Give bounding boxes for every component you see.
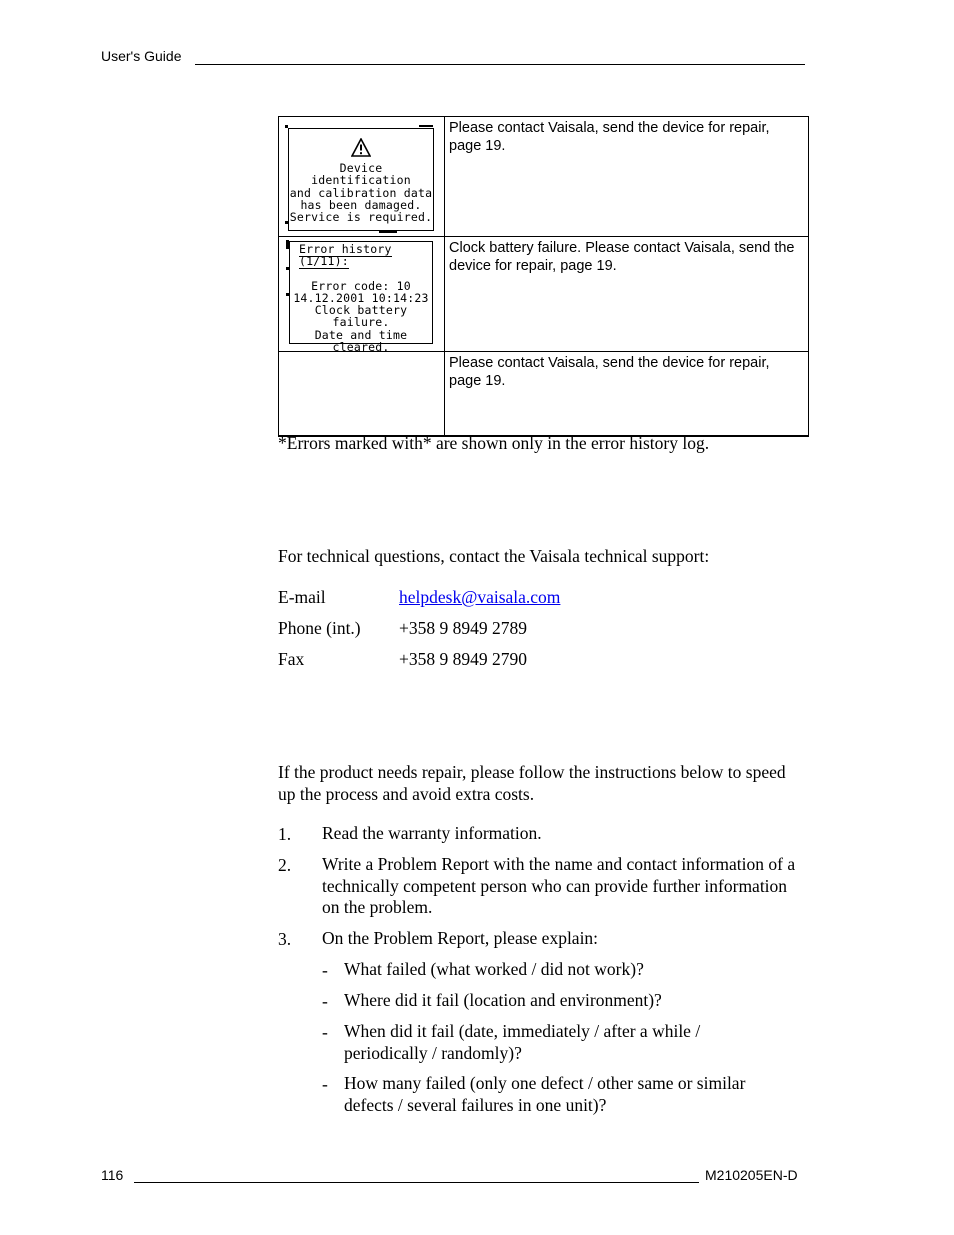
fax-value: +358 9 8949 2790 xyxy=(399,649,527,669)
header-rule xyxy=(195,64,805,65)
display-line: Error code: 10 xyxy=(311,278,411,293)
phone-value: +358 9 8949 2789 xyxy=(399,618,527,638)
footer-rule xyxy=(134,1182,699,1183)
error-message-table xyxy=(278,116,809,437)
display-image-cell xyxy=(279,237,445,355)
header-title: User's Guide xyxy=(101,48,182,64)
device-display-screenshot xyxy=(288,128,434,231)
display-line: Service is required. xyxy=(289,210,433,225)
error-description: Clock battery failure. Please contact Vaisala, send the device for repair, page 19. xyxy=(445,237,809,352)
step-number: 2. xyxy=(278,855,292,875)
bullet-dash: - xyxy=(322,960,328,980)
repair-intro: If the product needs repair, please follow the instructions below to speed up the process and avoid extra costs. xyxy=(278,762,786,804)
question-item: How many failed (only one defect / other same or similar defects / several failures in one unit)? xyxy=(344,1073,746,1115)
display-image-cell xyxy=(279,117,445,237)
display-line: has been damaged. xyxy=(300,197,422,212)
table-row xyxy=(279,352,809,437)
display-image-cell xyxy=(279,352,445,437)
table-row xyxy=(279,117,809,237)
question-item: Where did it fail (location and environment)? xyxy=(344,990,662,1010)
error-description: Please contact Vaisala, send the device for repair, page 19. xyxy=(445,117,809,237)
step-text: Read the warranty information. xyxy=(322,823,542,843)
step-number: 3. xyxy=(278,929,292,949)
bullet-dash: - xyxy=(322,1074,328,1094)
document-code: M210205EN-D xyxy=(705,1167,798,1183)
display-edge-mark xyxy=(379,231,397,233)
error-description: Please contact Vaisala, send the device for repair, page 19. xyxy=(445,352,809,437)
fax-label: Fax xyxy=(278,649,305,669)
warning-icon xyxy=(351,138,371,157)
device-display-screenshot xyxy=(289,241,433,355)
display-line: Date and time cleared. xyxy=(314,327,408,355)
display-line: and calibration data xyxy=(289,185,433,200)
display-line: Device identification xyxy=(311,161,411,188)
running-header xyxy=(101,48,805,64)
table-row xyxy=(279,237,809,352)
support-intro: For technical questions, contact the Vaisala technical support: xyxy=(278,546,710,566)
question-item: When did it fail (date, immediately / after a while / periodically / randomly)? xyxy=(344,1021,701,1063)
bullet-dash: - xyxy=(322,991,328,1011)
question-item: What failed (what worked / did not work)? xyxy=(344,959,644,979)
table-footnote: *Errors marked with* are shown only in the error history log. xyxy=(278,433,710,453)
phone-label: Phone (int.) xyxy=(278,618,361,638)
display-edge-mark xyxy=(419,125,433,127)
step-text: On the Problem Report, please explain: xyxy=(322,928,599,948)
display-line: Clock battery failure. xyxy=(314,303,408,330)
display-line: 14.12.2001 10:14:23 xyxy=(293,290,429,305)
email-label: E-mail xyxy=(278,587,326,607)
step-text: Write a Problem Report with the name and contact information of a technically competent person who can provide further information on the problem. xyxy=(322,854,796,917)
display-title: Error history (1/11): xyxy=(299,242,392,269)
step-number: 1. xyxy=(278,824,292,844)
bullet-dash: - xyxy=(322,1022,328,1042)
email-link[interactable]: helpdesk@vaisala.com xyxy=(399,587,561,607)
page-number: 116 xyxy=(101,1167,124,1183)
